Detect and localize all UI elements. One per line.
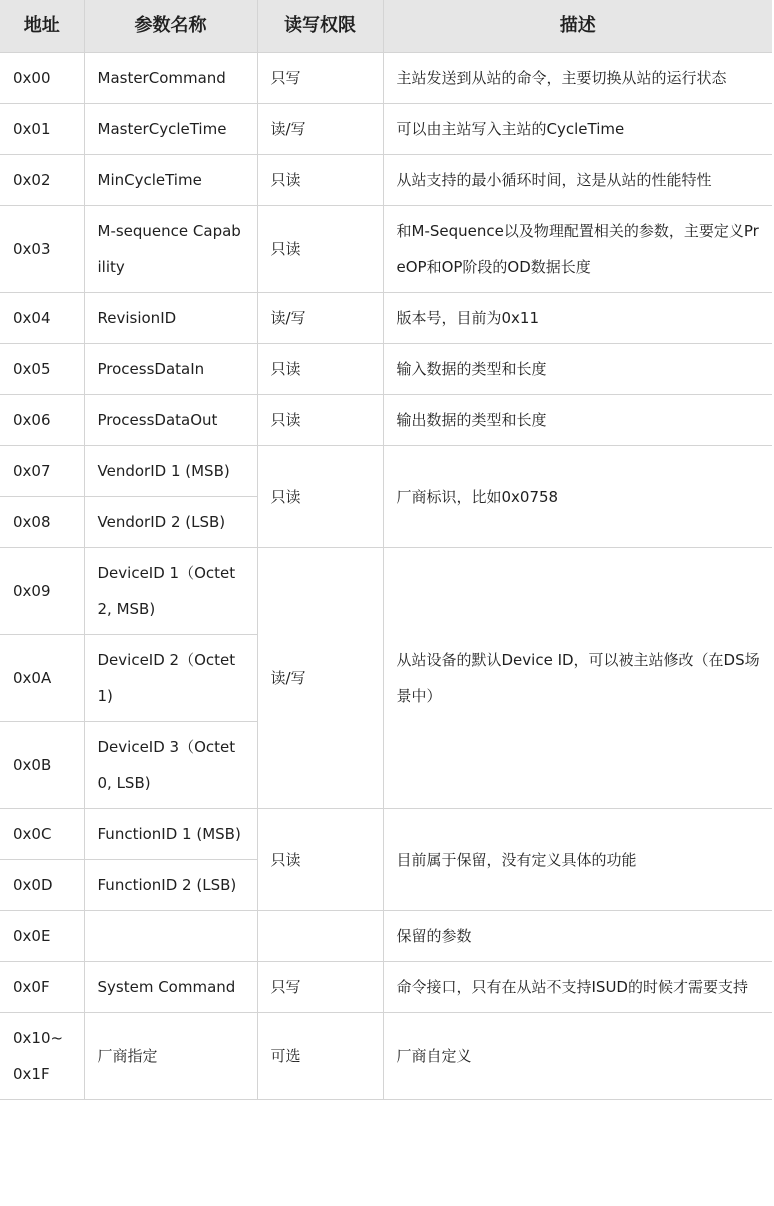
address-cell: 0x08	[0, 497, 84, 548]
description-cell: 主站发送到从站的命令，主要切换从站的运行状态	[383, 53, 772, 104]
name-cell: MasterCycleTime	[84, 104, 257, 155]
header-param-name: 参数名称	[84, 0, 257, 53]
table-row	[0, 962, 772, 1013]
header-access: 读写权限	[257, 0, 383, 53]
table-row	[0, 395, 772, 446]
table-row	[0, 53, 772, 104]
description-cell: 目前属于保留，没有定义具体的功能	[383, 809, 772, 911]
name-cell: DeviceID 2（Octet 1)	[84, 635, 257, 722]
access-cell: 可选	[257, 1013, 383, 1100]
header-row	[0, 0, 772, 53]
description-cell: 输出数据的类型和长度	[383, 395, 772, 446]
address-cell: 0x03	[0, 206, 84, 293]
table-row	[0, 809, 772, 860]
address-cell: 0x0E	[0, 911, 84, 962]
address-cell: 0x05	[0, 344, 84, 395]
address-cell: 0x07	[0, 446, 84, 497]
description-cell: 输入数据的类型和长度	[383, 344, 772, 395]
address-cell: 0x01	[0, 104, 84, 155]
description-cell: 保留的参数	[383, 911, 772, 962]
access-cell	[257, 911, 383, 962]
name-cell: ProcessDataOut	[84, 395, 257, 446]
access-cell: 只写	[257, 962, 383, 1013]
name-cell: System Command	[84, 962, 257, 1013]
address-cell: 0x0D	[0, 860, 84, 911]
description-cell: 从站支持的最小循环时间，这是从站的性能特性	[383, 155, 772, 206]
name-cell	[84, 911, 257, 962]
table-row	[0, 911, 772, 962]
name-cell: VendorID 2 (LSB)	[84, 497, 257, 548]
name-cell: 厂商指定	[84, 1013, 257, 1100]
description-cell: 厂商自定义	[383, 1013, 772, 1100]
description-cell: 命令接口，只有在从站不支持ISUD的时候才需要支持	[383, 962, 772, 1013]
access-cell: 只写	[257, 53, 383, 104]
address-cell: 0x02	[0, 155, 84, 206]
address-cell: 0x10~0x1F	[0, 1013, 84, 1100]
access-cell: 只读	[257, 344, 383, 395]
name-cell: MinCycleTime	[84, 155, 257, 206]
address-cell: 0x0C	[0, 809, 84, 860]
table-row	[0, 155, 772, 206]
access-cell: 只读	[257, 446, 383, 548]
name-cell: FunctionID 2 (LSB)	[84, 860, 257, 911]
table-row	[0, 293, 772, 344]
name-cell: M-sequence Capability	[84, 206, 257, 293]
name-cell: DeviceID 1（Octet 2, MSB)	[84, 548, 257, 635]
access-cell: 只读	[257, 395, 383, 446]
name-cell: FunctionID 1 (MSB)	[84, 809, 257, 860]
access-cell: 只读	[257, 155, 383, 206]
address-cell: 0x09	[0, 548, 84, 635]
description-cell: 和M-Sequence以及物理配置相关的参数，主要定义PreOP和OP阶段的OD数据长度	[383, 206, 772, 293]
access-cell: 读/写	[257, 104, 383, 155]
address-cell: 0x00	[0, 53, 84, 104]
name-cell: ProcessDataIn	[84, 344, 257, 395]
table-row	[0, 1013, 772, 1100]
access-cell: 只读	[257, 206, 383, 293]
description-cell: 从站设备的默认Device ID，可以被主站修改（在DS场景中）	[383, 548, 772, 809]
name-cell: MasterCommand	[84, 53, 257, 104]
table-row	[0, 446, 772, 497]
address-cell: 0x0A	[0, 635, 84, 722]
header-address: 地址	[0, 0, 84, 53]
description-cell: 厂商标识，比如0x0758	[383, 446, 772, 548]
description-cell: 版本号，目前为0x11	[383, 293, 772, 344]
name-cell: VendorID 1 (MSB)	[84, 446, 257, 497]
access-cell: 读/写	[257, 293, 383, 344]
table-row	[0, 206, 772, 293]
address-cell: 0x0F	[0, 962, 84, 1013]
access-cell: 只读	[257, 809, 383, 911]
address-cell: 0x0B	[0, 722, 84, 809]
address-cell: 0x04	[0, 293, 84, 344]
address-cell: 0x06	[0, 395, 84, 446]
header-description: 描述	[383, 0, 772, 53]
access-cell: 读/写	[257, 548, 383, 809]
table-row	[0, 344, 772, 395]
table-row	[0, 104, 772, 155]
name-cell: RevisionID	[84, 293, 257, 344]
table-row	[0, 548, 772, 635]
description-cell: 可以由主站写入主站的CycleTime	[383, 104, 772, 155]
name-cell: DeviceID 3（Octet 0, LSB)	[84, 722, 257, 809]
